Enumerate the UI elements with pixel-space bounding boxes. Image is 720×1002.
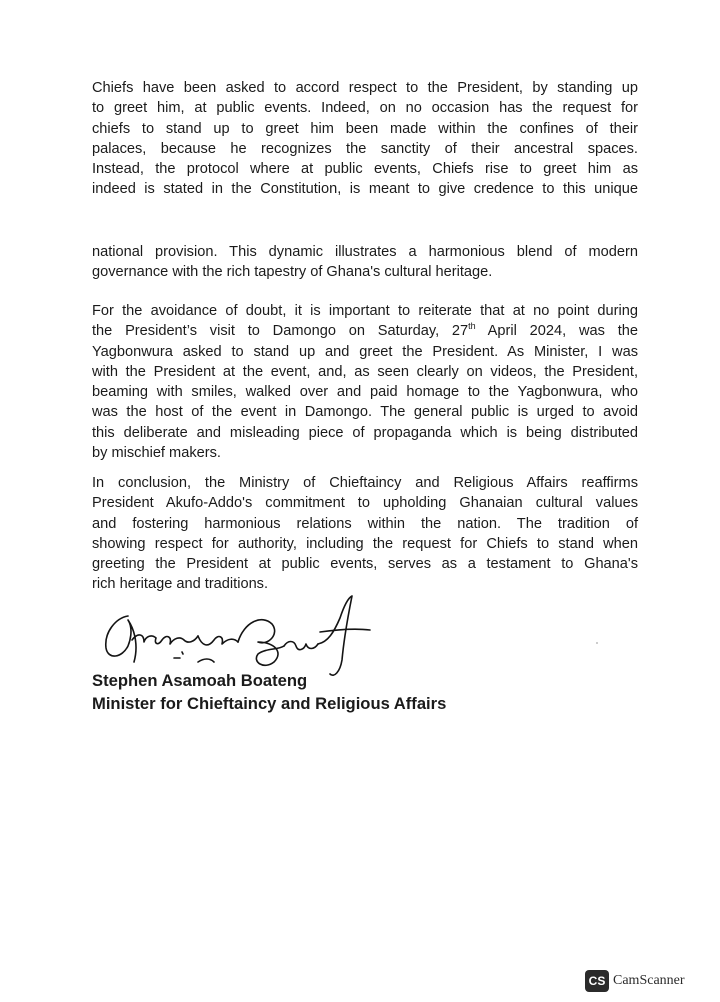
paragraph-national-provision bbox=[92, 242, 638, 283]
camscanner-watermark bbox=[585, 970, 685, 992]
scan-speck bbox=[596, 642, 598, 644]
text-line: this deliberate and misleading piece of propaganda which is being distributed bbox=[92, 424, 638, 441]
text-line: palaces, because he recognizes the sanctity of their ancestral spaces. bbox=[92, 140, 638, 157]
text-line: was the host of the event in Damongo. The general public is urged to avoid bbox=[92, 404, 638, 421]
text-line: by mischief makers. bbox=[92, 445, 221, 462]
text-line: national provision. This dynamic illustrates a harmonious blend of modern bbox=[92, 244, 638, 260]
handwritten-signature bbox=[98, 592, 388, 682]
text-line: chiefs to stand up to greet him been made within the confines of their bbox=[92, 120, 638, 137]
text-line: For the avoidance of doubt, it is important to reiterate that at no point during bbox=[92, 303, 638, 319]
text-line: In conclusion, the Ministry of Chieftaincy and Religious Affairs reaffirms bbox=[92, 475, 638, 491]
text-line: Chiefs have been asked to accord respect to the President, by standing up bbox=[92, 80, 638, 96]
text-line bbox=[92, 321, 638, 341]
date-text-continued: April 2024, was the bbox=[475, 323, 638, 340]
text-line: rich heritage and traditions. bbox=[92, 576, 269, 593]
text-line: beaming with smiles, walked over and paid homage to the Yagbonwura, who bbox=[92, 384, 638, 401]
text-line: showing respect for authority, including the request for Chiefs to stand when bbox=[92, 535, 638, 552]
text-line: President Akufo-Addo's commitment to upholding Ghanaian cultural values bbox=[92, 495, 638, 512]
paragraph-protocol bbox=[92, 78, 638, 200]
signer-title: Minister for Chieftaincy and Religious Affairs bbox=[92, 694, 447, 713]
text-line: with the President at the event, and, as seen clearly on videos, the President, bbox=[92, 363, 638, 380]
camscanner-label: CamScanner bbox=[613, 973, 685, 988]
text-line: to greet him, at public events. Indeed, on no occasion has the request for bbox=[92, 100, 638, 117]
date-text: the President’s visit to Damongo on Saturday, 27 bbox=[92, 323, 469, 340]
text-line: and fostering harmonious relations within the nation. The tradition of bbox=[92, 515, 638, 532]
signer-name: Stephen Asamoah Boateng bbox=[92, 671, 308, 690]
paragraph-conclusion bbox=[92, 473, 638, 595]
paragraph-avoidance-of-doubt bbox=[92, 301, 638, 463]
camscanner-logo-icon: CS bbox=[585, 970, 609, 992]
text-line: governance with the rich tapestry of Ghana's cultural heritage. bbox=[92, 264, 493, 281]
text-line: indeed is stated in the Constitution, is meant to give credence to this unique bbox=[92, 181, 638, 198]
text-line: Yagbonwura asked to stand up and greet the President. As Minister, I was bbox=[92, 343, 638, 360]
text-line: Instead, the protocol where at public events, Chiefs rise to greet him as bbox=[92, 161, 638, 178]
text-line: greeting the President at public events, serves as a testament to Ghana's bbox=[92, 556, 638, 573]
ordinal-suffix: th bbox=[468, 321, 476, 332]
